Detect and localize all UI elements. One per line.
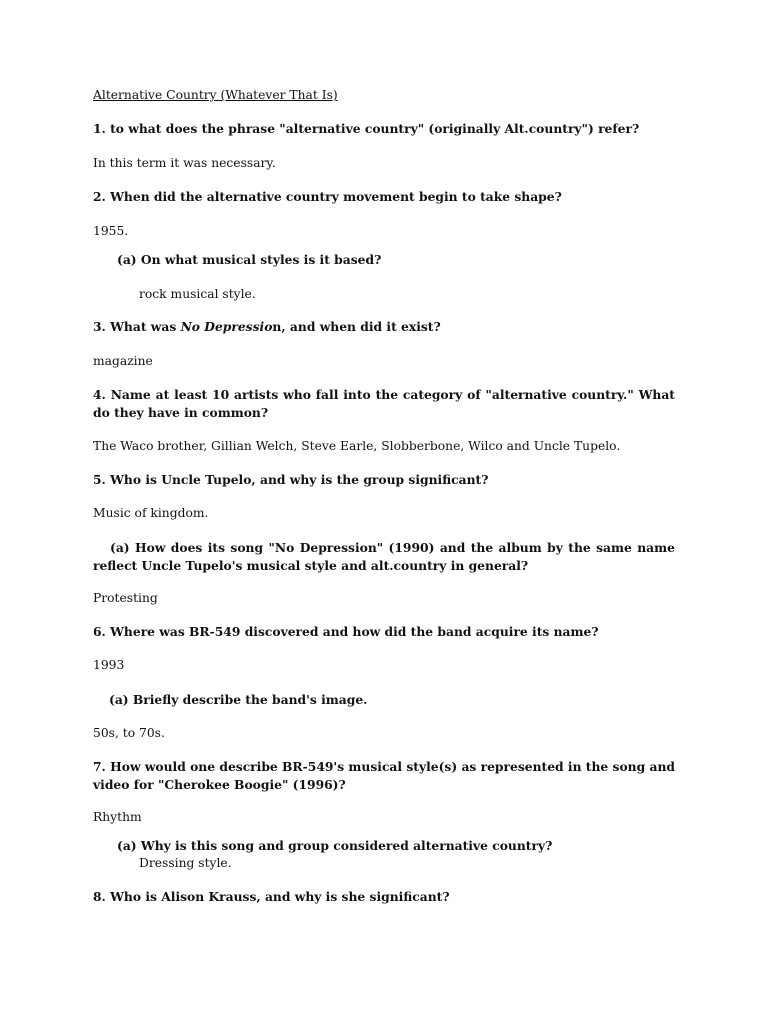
answer-5: Music of kingdom. — [93, 506, 209, 520]
question-8: 8. Who is Alison Krauss, and why is she significant? — [93, 889, 450, 904]
document-title: Alternative Country (Whatever That Is) — [93, 88, 338, 102]
answer-2a: rock musical style. — [139, 287, 256, 301]
answer-1: In this term it was necessary. — [93, 156, 276, 170]
answer-5a: Protesting — [93, 591, 158, 605]
question-2a: (a) On what musical styles is it based? — [117, 252, 382, 267]
question-6: 6. Where was BR-549 discovered and how did the band acquire its name? — [93, 624, 599, 639]
answer-6a: 50s, to 70s. — [93, 726, 165, 740]
answer-3: magazine — [93, 354, 153, 368]
answer-2: 1955. — [93, 224, 129, 238]
answer-4: The Waco brother, Gillian Welch, Steve Earle, Slobberbone, Wilco and Uncle Tupelo. — [93, 439, 621, 453]
question-5a: (a) How does its song "No Depression" (1990) and the album by the same name reflect Uncle Tupelo's musical style and alt.country in general? — [93, 540, 675, 573]
question-3 — [93, 318, 675, 336]
question-4: 4. Name at least 10 artists who fall into the category of "alternative country." What do they have in common? — [93, 387, 675, 420]
question-5: 5. Who is Uncle Tupelo, and why is the group significant? — [93, 472, 489, 487]
answer-7a: Dressing style. — [139, 856, 232, 870]
question-2: 2. When did the alternative country movement begin to take shape? — [93, 189, 562, 204]
question-3-title: No Depressio — [180, 319, 273, 334]
question-7: 7. How would one describe BR-549's musical style(s) as represented in the song and video for "Cherokee Boogie" (1996)? — [93, 759, 675, 792]
answer-6: 1993 — [93, 658, 125, 672]
answer-7: Rhythm — [93, 810, 142, 824]
question-6a: (a) Briefly describe the band's image. — [109, 692, 368, 707]
question-1: 1. to what does the phrase "alternative country" (originally Alt.country") refer? — [93, 121, 640, 136]
question-3-prefix: 3. What was — [93, 319, 181, 334]
question-7a: (a) Why is this song and group considered alternative country? — [117, 838, 553, 853]
question-3-suffix: n, and when did it exist? — [272, 319, 441, 334]
